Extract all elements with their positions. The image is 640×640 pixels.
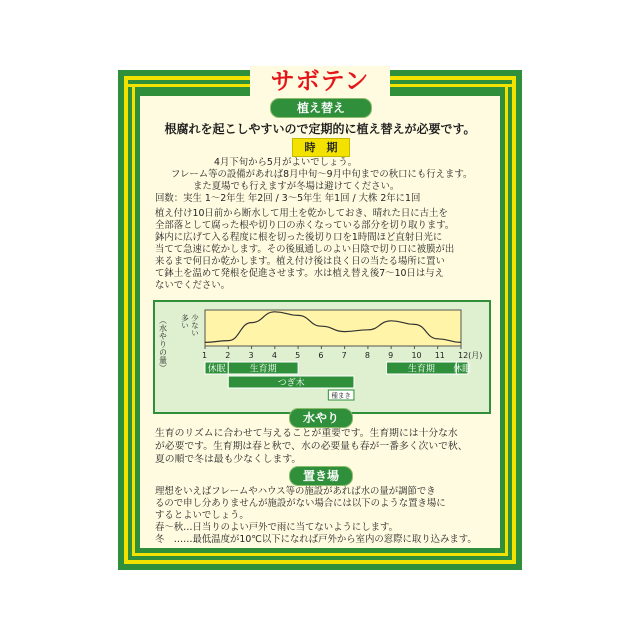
- section-replant-label: 植え替え: [270, 98, 372, 118]
- place-line-1: 理想をいえばフレームやハウス等の施設があれば水の量が調節でき: [155, 486, 436, 497]
- phase-band-label: つぎ木: [277, 378, 305, 389]
- frame-stripe-bottom-inner: [132, 553, 508, 556]
- frame-stripe-left: [124, 76, 128, 564]
- phase-band-label: 生育期: [249, 364, 277, 375]
- x-tick-label: 8: [364, 351, 371, 360]
- watering-chart-svg: [155, 302, 489, 412]
- x-tick-label: 5: [295, 351, 301, 360]
- method-line-7: ないでください。: [155, 280, 231, 291]
- x-tick-label: 2: [225, 351, 231, 360]
- y-tick-label: 少ない: [190, 314, 200, 337]
- section-place-label: 置き場: [289, 466, 353, 486]
- x-tick-label: 7: [341, 351, 347, 360]
- watering-chart: [153, 300, 491, 414]
- place-line-5: 冬 ……最低温度が10℃以下になれば戸外から室内の窓際に取り込みます。: [155, 534, 477, 545]
- frame-stripe-right: [512, 76, 516, 564]
- water-line-3: 夏の順で冬は最も少なくします。: [155, 454, 302, 465]
- x-tick-label: 9: [388, 351, 394, 360]
- timing-line-2: フレーム等の設備があれば8月中旬〜9月中旬までの秋口にも行えます。: [171, 169, 473, 180]
- x-tick-label: 6: [318, 351, 324, 360]
- phase-band-label: 休眠: [453, 364, 472, 375]
- page-title: サボテン: [250, 66, 390, 96]
- place-line-4: 春〜秋…日当りのよい戸外で雨に当てないようにします。: [155, 522, 399, 533]
- headline: 根腐れを起こしやすいので定期的に植え替えが必要です。: [164, 122, 476, 136]
- phase-band-label: 休眠: [207, 364, 226, 375]
- method-line-3: 鉢内に広げて入る程度に根を切った後切り口を1時間ほど直射日光に: [155, 232, 443, 243]
- phase-band-label: 生育期: [407, 364, 435, 375]
- timing-line-3: また夏場でも行えますが冬場は避けてください。: [193, 181, 400, 192]
- frame-stripe-bottom: [124, 560, 516, 564]
- method-line-2: 全部落として腐った根や切り口の赤くなっている部分を切り取ります。: [155, 220, 455, 231]
- x-tick-label: 11: [434, 351, 445, 360]
- method-line-1: 植え付け10日前から断水して用土を乾かしておき、晴れた日に古土を: [155, 208, 448, 219]
- y-axis-label: （水やりの量）: [158, 316, 168, 372]
- timing-line-4: 回数：実生 1〜2年生 年2回 / 3〜5年生 年1回 / 大株 2年に1回: [155, 193, 421, 204]
- x-tick-label: 3: [248, 351, 254, 360]
- phase-band-label: 種まき: [331, 391, 351, 400]
- x-tick-label: 1: [202, 351, 208, 360]
- timing-line-1: 4月下旬から5月がよいでしょう。: [214, 157, 358, 168]
- method-line-6: て鉢土を温めて発根を促進させます。水は植え替え後7〜10日は与え: [155, 268, 445, 279]
- frame-stripe-left-inner: [132, 84, 135, 556]
- method-line-4: 当てて急速に乾かします。その後風通しのよい日陰で切り口に被膜が出: [155, 244, 455, 255]
- method-line-5: 来るまで何日か乾かします。植え付け後は良く日の当たる場所に置い: [155, 256, 445, 267]
- y-tick-label: 多い: [180, 314, 190, 329]
- place-line-2: るので申し分ありませんが施設がない場合には以下のような置き場に: [155, 498, 446, 509]
- water-line-1: 生育のリズムに合わせて与えることが重要です。生育期には十分な水: [155, 428, 458, 439]
- frame-stripe-right-inner: [505, 84, 508, 556]
- water-line-2: が必要です。生育期は春と秋で、水の必要量も春が一番多く次いで秋、: [155, 441, 468, 452]
- section-water-label: 水やり: [289, 408, 353, 428]
- x-tick-label: 12(月): [458, 351, 483, 360]
- section-timing-label: 時 期: [292, 138, 350, 157]
- x-tick-label: 10: [411, 351, 422, 360]
- place-line-3: するとよいでしょう。: [155, 510, 249, 521]
- x-tick-label: 4: [271, 351, 277, 360]
